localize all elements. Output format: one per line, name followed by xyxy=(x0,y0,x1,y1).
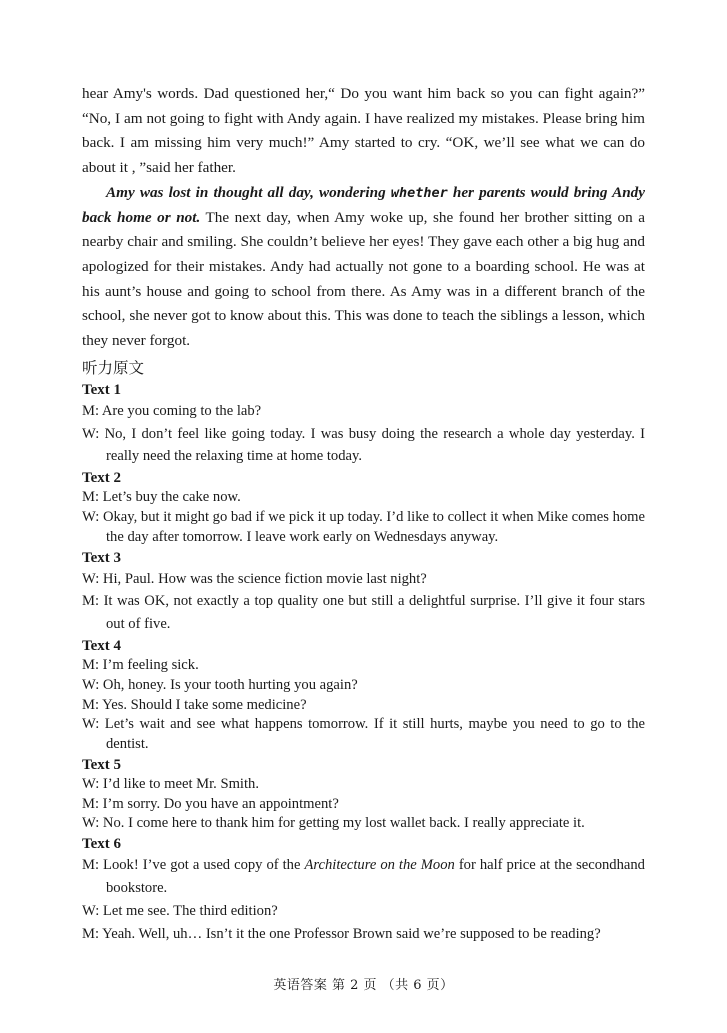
page-footer: 英语答案 第 2 页 （共 6 页） xyxy=(273,978,454,993)
dialogue-line: M: It was OK, not exactly a top quality one but still a delightful surprise. I’ll give it four stars out of five. xyxy=(82,593,645,633)
text-title: Text 4 xyxy=(82,637,122,654)
dialogue-line: M: I’m feeling sick. xyxy=(82,656,199,673)
story-bold-phrase-b: her parents would bring Andy back home or not. xyxy=(82,183,646,226)
text-block-4 xyxy=(82,637,645,755)
dialogue-line: W: I’d like to meet Mr. Smith. xyxy=(82,775,259,792)
text-title: Text 2 xyxy=(82,470,122,487)
story-bold-phrase-a: Amy was lost in thought all day, wondering xyxy=(106,183,391,201)
story-paragraph-2-rest: The next day, when Amy woke up, she found her brother sitting on a nearby chair and smiling. She couldn’t believe her eyes! They gave each other a big hug and apologized for their mistakes. Andy had actually not gone to a boarding school. He was at his aunt’s house and going to school from there. As Amy was in a different branch of the school, she never got to know about this. This was done to teach the siblings a lesson, which they never forgot. xyxy=(82,208,645,350)
dialogue-line: M: Yeah. Well, uh… Isn’t it the one Professor Brown said we’re supposed to be reading? xyxy=(82,925,601,942)
text-block-6 xyxy=(82,835,645,945)
text-block-5 xyxy=(82,756,645,834)
dialogue-line: M: Let’s buy the cake now. xyxy=(82,489,241,506)
book-title: Architecture on the Moon xyxy=(304,857,455,874)
document-page xyxy=(82,82,645,945)
dialogue-line: M: I’m sorry. Do you have an appointment? xyxy=(82,795,339,812)
dialogue-line: W: Okay, but it might go bad if we pick it up today. I’d like to collect it when Mike comes home the day after tomorrow. I leave work early on Wednesdays anyway. xyxy=(82,508,645,545)
text-block-3 xyxy=(82,549,645,636)
text-title: Text 5 xyxy=(82,756,122,773)
story-paragraph-2 xyxy=(82,181,645,354)
text-title: Text 1 xyxy=(82,381,122,398)
text-title: Text 3 xyxy=(82,549,122,566)
dialogue-line: W: Hi, Paul. How was the science fiction movie last night? xyxy=(82,570,427,587)
text-block-1 xyxy=(82,381,645,468)
dialogue-line: W: Let me see. The third edition? xyxy=(82,902,278,919)
listening-transcript-heading: 听力原文 xyxy=(82,358,145,377)
dialogue-line: W: No. I come here to thank him for getting my lost wallet back. I really appreciate it. xyxy=(82,815,585,832)
dialogue-line: W: No, I don’t feel like going today. I was busy doing the research a whole day yesterday. I really need the relaxing time at home today. xyxy=(82,425,645,465)
dialogue-line: M: Yes. Should I take some medicine? xyxy=(82,696,307,713)
dialogue-line: W: Oh, honey. Is your tooth hurting you again? xyxy=(82,676,358,693)
dialogue-line-head: M: Look! I’ve got a used copy of the xyxy=(82,857,305,874)
dialogue-line-tail: for half price at the secondhand bookstore. xyxy=(106,857,645,897)
text-title: Text 6 xyxy=(82,836,122,853)
dialogue-line: M: Are you coming to the lab? xyxy=(82,402,262,419)
dialogue-line: W: Let’s wait and see what happens tomorrow. If it still hurts, maybe you need to go to the dentist. xyxy=(82,716,645,753)
text-block-2 xyxy=(82,469,645,547)
dialogue-line xyxy=(82,854,645,900)
story-bold-phrase-mono: whether xyxy=(390,184,448,201)
story-passage xyxy=(82,82,645,354)
story-paragraph-1: hear Amy's words. Dad questioned her,“ Do you want him back so you can fight again?” “No, I am not going to fight with Andy again. I have realized my mistakes. Please bring him back. I am missing him very much!” Amy started to cry. “OK, we’ll see what we can do about it , ”said her father. xyxy=(82,85,645,177)
